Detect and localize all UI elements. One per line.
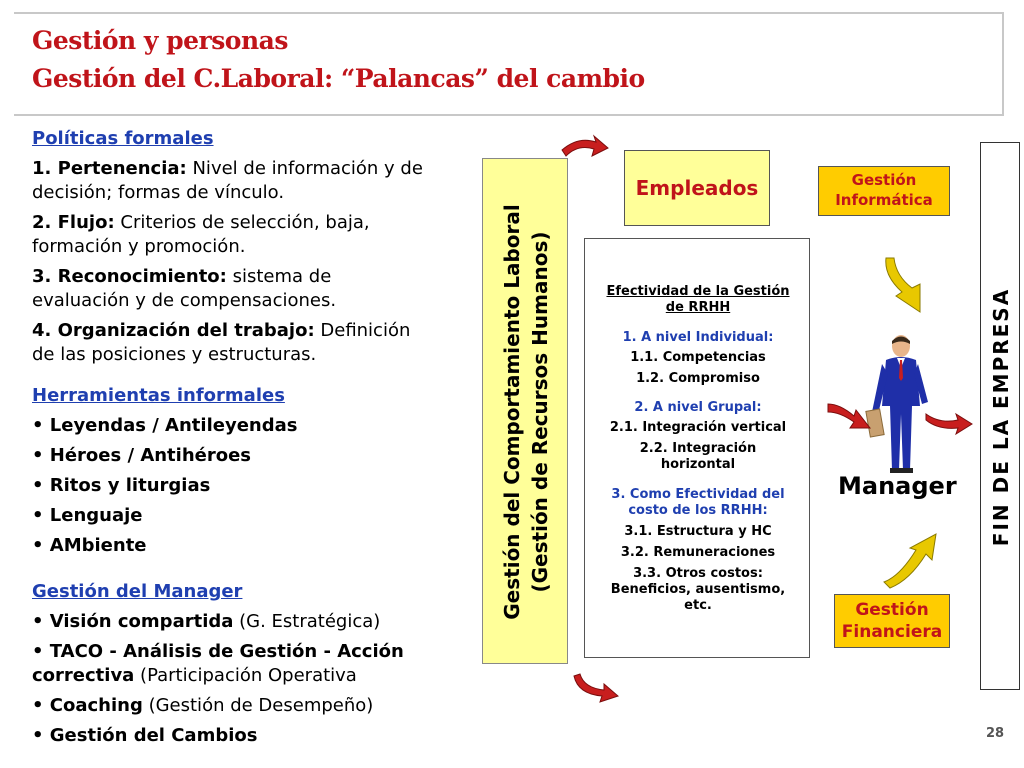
section-costo-1: 3. Como Efectividad del (611, 487, 785, 502)
gestion-financiera-line-2: Financiera (841, 622, 943, 642)
item-integracion-vertical: 2.1. Integración vertical (609, 420, 787, 435)
item-competencias: 1.1. Competencias (630, 350, 766, 365)
yellow-curved-arrow-icon (880, 256, 926, 316)
item-estructura: 3.1. Estructura y HC (624, 524, 772, 539)
comportamiento-laboral-line-1: Gestión del Comportamiento Laboral (500, 204, 524, 620)
fin-empresa-box (980, 142, 1020, 690)
businessman-icon (868, 334, 932, 474)
herramienta-item: • Héroes / Antihéroes (32, 445, 252, 466)
comportamiento-laboral-label (498, 162, 554, 662)
section-grupal: 2. A nivel Grupal: (634, 400, 762, 415)
herramienta-item: • Leyendas / Antileyendas (32, 415, 298, 436)
yellow-curved-arrow-icon (880, 532, 942, 588)
item-remuneraciones: 3.2. Remuneraciones (620, 545, 776, 560)
manager-label: Manager (838, 472, 957, 500)
comportamiento-laboral-box (482, 158, 568, 664)
item-integracion-horizontal-1: 2.2. Integración (639, 441, 757, 456)
politica-3-line-2: evaluación y de compensaciones. (32, 290, 337, 311)
page-number: 28 (986, 726, 1005, 741)
gestion-informatica-box (818, 166, 950, 216)
manager-item-vision: • Visión compartida (G. Estratégica) (32, 611, 381, 632)
politica-1-line-2: decisión; formas de vínculo. (32, 182, 285, 203)
section-individual: 1. A nivel Individual: (622, 330, 774, 345)
red-curved-arrow-icon (826, 398, 872, 434)
gestion-informatica-line-2: Informática (835, 191, 933, 209)
red-curved-arrow-icon (560, 132, 610, 166)
herramienta-item: • AMbiente (32, 535, 147, 556)
title-line-2: Gestión del C.Laboral: “Palancas” del cambio (32, 64, 645, 93)
manager-item-taco-line-1: • TACO - Análisis de Gestión - Acción (32, 641, 404, 662)
red-curved-arrow-icon (924, 406, 974, 436)
efectividad-title-1: Efectividad de la Gestión (606, 284, 790, 299)
gestion-financiera-box (834, 594, 950, 648)
empleados-box: Empleados (624, 150, 770, 226)
item-otros-costos-2: Beneficios, ausentismo, (610, 582, 786, 597)
efectividad-title-2: de RRHH (665, 300, 731, 315)
politica-4-line-2: de las posiciones y estructuras. (32, 344, 317, 365)
politica-3-line-1: 3. Reconocimiento: sistema de (32, 266, 332, 287)
herramientas-heading: Herramientas informales (32, 385, 285, 406)
herramienta-item: • Lenguaje (32, 505, 143, 526)
efectividad-box (584, 238, 810, 658)
politica-2-line-2: formación y promoción. (32, 236, 246, 257)
item-otros-costos-1: 3.3. Otros costos: (633, 566, 763, 581)
red-curved-arrow-icon (572, 672, 622, 708)
fin-empresa-label: FIN DE LA EMPRESA (989, 287, 1013, 547)
politicas-heading: Políticas formales (32, 128, 214, 149)
item-integracion-horizontal-2: horizontal (660, 457, 736, 472)
politica-4-line-1: 4. Organización del trabajo: Definición (32, 320, 411, 341)
manager-item-coaching: • Coaching (Gestión de Desempeño) (32, 695, 374, 716)
manager-item-taco-line-2: correctiva (Participación Operativa (32, 665, 357, 686)
manager-heading: Gestión del Manager (32, 581, 243, 602)
manager-item-cambios: • Gestión del Cambios (32, 725, 258, 746)
item-otros-costos-3: etc. (684, 598, 712, 613)
comportamiento-laboral-line-2: (Gestión de Recursos Humanos) (528, 231, 552, 593)
politica-2-line-1: 2. Flujo: Criterios de selección, baja, (32, 212, 370, 233)
gestion-informatica-line-1: Gestión (851, 171, 917, 189)
title-line-1: Gestión y personas (32, 26, 288, 55)
herramienta-item: • Ritos y liturgias (32, 475, 211, 496)
politica-1-line-1: 1. Pertenencia: Nivel de información y de (32, 158, 423, 179)
gestion-financiera-line-1: Gestión (855, 600, 929, 620)
section-costo-2: costo de los RRHH: (628, 503, 768, 518)
item-compromiso: 1.2. Compromiso (636, 371, 760, 386)
